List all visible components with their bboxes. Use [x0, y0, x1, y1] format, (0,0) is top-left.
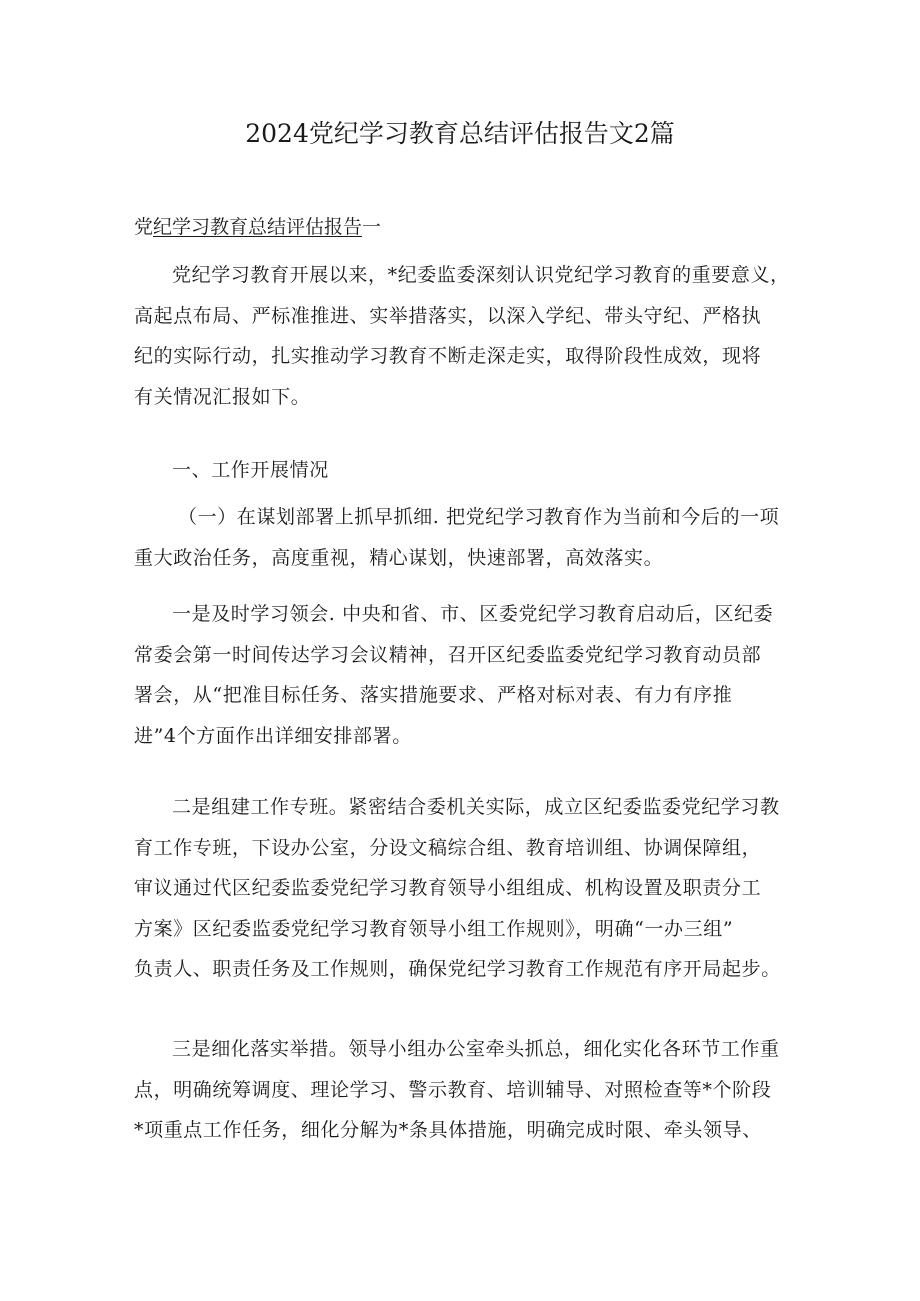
paragraph-subsection-1	[134, 497, 799, 578]
paragraph-point-1	[134, 594, 799, 756]
paragraph-line: （一）在谋划部署上抓早抓细. 把党纪学习教育作为当前和今后的一项	[178, 506, 780, 528]
paragraph-point-2	[134, 787, 799, 990]
paragraph-point-3	[134, 1029, 799, 1151]
report-heading-suffix: 一	[362, 216, 382, 238]
paragraph-line: 高起点布局、严标准推进、实举措落实，以深入学纪、带头守纪、严格执	[134, 304, 762, 327]
paragraph-line: *项重点工作任务，细化分解为*条具体措施，明确完成时限、牵头领导、	[134, 1119, 762, 1141]
paragraph-line: 育工作专班，下设办公室，分设文稿综合组、教育培训组、协调保障组，	[134, 836, 762, 859]
paragraph-line: 署会，从“把准目标任务、落实措施要求、严格对标对表、有力有序推	[134, 684, 733, 706]
paragraph-intro	[134, 255, 799, 417]
paragraph-line: 一是及时学习领会. 中央和省、市、区委党纪学习教育启动后，区纪委	[172, 603, 774, 625]
report-heading-underlined: 纪学习教育总结评估报告	[153, 216, 363, 238]
paragraph-line: 纪的实际行动，扎实推动学习教育不断走深走实，取得阶段性成效，现将	[134, 345, 762, 367]
paragraph-line: 重大政治任务，高度重视，精心谋划，快速部署，高效落实。	[134, 546, 664, 569]
paragraph-line: 审议通过代区纪委监委党纪学习教育领导小组组成、机构设置及职责分工	[134, 877, 762, 899]
section-work-progress	[134, 450, 799, 491]
paragraph-line: 党纪学习教育开展以来，*纪委监委深刻认识党纪学习教育的重要意义，	[172, 264, 790, 286]
paragraph-line: 三是细化落实举措。领导小组办公室牵头抓总，细化实化各环节工作重	[172, 1038, 780, 1060]
paragraph-line: 进”4个方面作出详细安排部署。	[134, 724, 412, 747]
section-title: 一、工作开展情况	[172, 459, 329, 481]
document-title: 2024党纪学习教育总结评估报告文2篇	[245, 119, 675, 148]
report-heading-prefix: 党	[134, 216, 154, 238]
paragraph-line: 常委会第一时间传达学习会议精神，召开区纪委监委党纪学习教育动员部	[134, 643, 762, 666]
report-heading	[134, 211, 381, 243]
paragraph-line: 二是组建工作专班。紧密结合委机关实际，成立区纪委监委党纪学习教	[172, 796, 780, 818]
paragraph-line: 点，明确统筹调度、理论学习、警示教育、培训辅导、对照检查等*个阶段	[134, 1078, 772, 1101]
paragraph-line: 方案》区纪委监委党纪学习教育领导小组工作规则》，明确“一办三组”	[134, 917, 734, 940]
paragraph-line: 有关情况汇报如下。	[134, 385, 311, 408]
paragraph-line: 负责人、职责任务及工作规则，确保党纪学习教育工作规范有序开局起步。	[134, 958, 781, 980]
